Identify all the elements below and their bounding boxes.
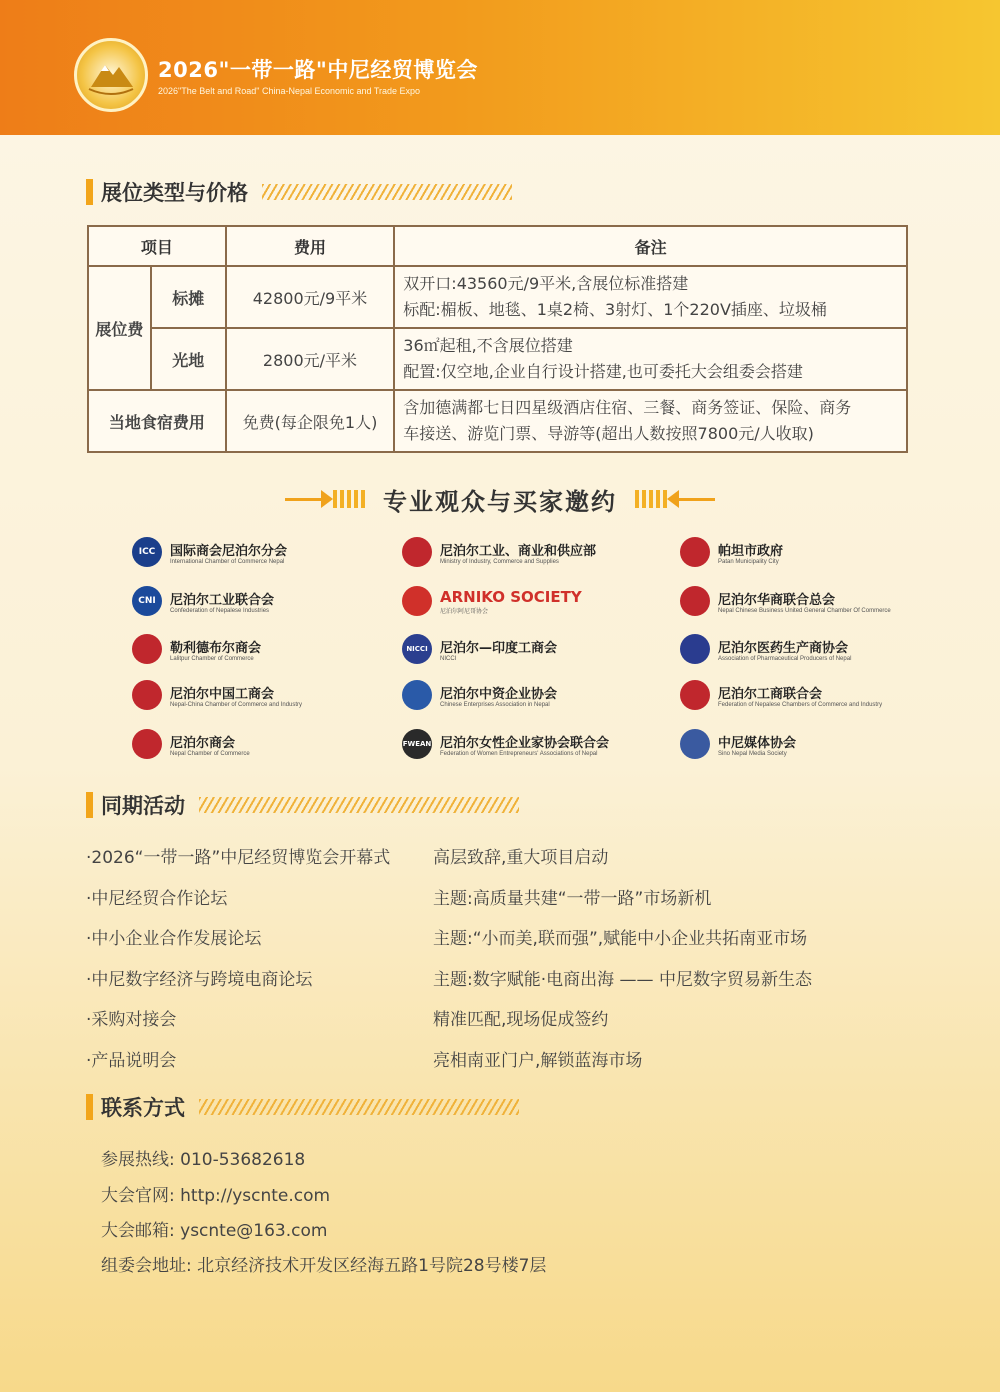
booth-fee: 42800元/9平米 [226, 266, 395, 328]
org-logo [132, 727, 250, 761]
booth-type: 光地 [151, 328, 226, 390]
org-subtitle: Patan Municipality City [718, 558, 779, 565]
section-hatch [199, 1099, 519, 1115]
org-name: 尼泊尔工商联合会 [718, 686, 823, 702]
org-logo [680, 584, 891, 618]
contact-address: 组委会地址: 北京经济技术开发区经海五路1号院28号楼7层 [101, 1256, 547, 1276]
right-decoration [635, 490, 715, 508]
org-subtitle: Nepal Chamber of Commerce [170, 750, 250, 757]
note-line: 标配:楣板、地毯、1桌2椅、3射灯、1个220V插座、垃圾桶 [403, 300, 827, 319]
org-subtitle: Chinese Enterprises Association in Nepal [440, 701, 550, 708]
org-name: 尼泊尔—印度工商会 [440, 640, 558, 656]
table-row [88, 390, 907, 452]
org-name: ARNIKO SOCIETY [440, 587, 582, 606]
org-subtitle: Nepal-China Chamber of Commerce and Industry [170, 701, 303, 708]
org-text [440, 540, 596, 565]
section-bar [86, 1094, 93, 1120]
section-title: 专业观众与买家邀约 [383, 487, 617, 516]
activity-name: ·中尼经贸合作论坛 [86, 888, 228, 909]
activity-description: 精准匹配,现场促成签约 [433, 1010, 609, 1030]
section-title: 展位类型与价格 [101, 181, 248, 205]
activity-name: ·2026“一带一路”中尼经贸博览会开幕式 [86, 848, 391, 868]
header-fee: 费用 [226, 226, 395, 266]
section-hatch [199, 797, 519, 813]
org-name: 尼泊尔工业、商业和供应部 [440, 543, 597, 559]
org-name: 尼泊尔中国工商会 [170, 686, 275, 702]
org-emblem-icon [402, 680, 432, 710]
activity-description: 高层致辞,重大项目启动 [433, 848, 609, 868]
org-subtitle: Sino Nepal Media Society [718, 750, 787, 757]
org-text [170, 637, 261, 662]
org-subtitle: 尼泊尔阿尼哥协会 [440, 608, 489, 615]
org-subtitle: Federation of Women Entrepreneurs' Associations of Nepal [440, 750, 598, 757]
section-audience-heading [0, 482, 1000, 516]
org-emblem-icon: ICC [132, 537, 162, 567]
org-logo [402, 584, 582, 618]
org-name: 中尼媒体协会 [718, 735, 797, 751]
org-emblem-icon [402, 537, 432, 567]
table-row [88, 328, 907, 390]
org-text [440, 588, 582, 615]
activity-description: 主题:数字赋能·电商出海 —— 中尼数字贸易新生态 [433, 969, 812, 990]
org-logo [132, 535, 287, 569]
section-title: 同期活动 [101, 794, 185, 818]
org-subtitle: International Chamber of Commerce Nepal [170, 558, 285, 565]
org-emblem-icon [680, 586, 710, 616]
org-text [718, 683, 882, 708]
lodging-fee: 免费(每企限免1人) [226, 390, 395, 452]
lodging-notes [394, 390, 907, 452]
org-text [718, 589, 891, 614]
org-logo [402, 727, 609, 761]
activity-name: ·采购对接会 [86, 1010, 177, 1030]
expo-logo [74, 38, 148, 112]
org-subtitle: Association of Pharmaceutical Producers of Nepal [718, 655, 852, 662]
org-logo [680, 678, 882, 712]
contact-hotline: 参展热线: 010-53682618 [101, 1150, 306, 1170]
org-logo [402, 678, 557, 712]
activity-description: 主题:高质量共建“一带一路”市场新机 [433, 888, 712, 909]
note-line: 车接送、游览门票、导游等(超出人数按照7800元/人收取) [403, 424, 814, 443]
activity-name: ·中小企业合作发展论坛 [86, 929, 262, 949]
org-text [440, 637, 557, 662]
org-emblem-icon [680, 729, 710, 759]
section-hatch [262, 184, 512, 200]
section-activities-heading [86, 790, 519, 820]
expo-title: 2026"一带一路"中尼经贸博览会 [158, 58, 478, 82]
org-logo [132, 584, 274, 618]
org-logo [680, 727, 796, 761]
org-subtitle: Federation of Nepalese Chambers of Commerce and Industry [718, 701, 883, 708]
org-emblem-icon [680, 680, 710, 710]
expo-subtitle: 2026"The Belt and Road" China-Nepal Economic and Trade Expo [158, 86, 421, 96]
org-subtitle: NICCI [440, 655, 457, 662]
booth-notes [394, 266, 907, 328]
org-name: 勒利德布尔商会 [170, 640, 262, 656]
org-name: 尼泊尔商会 [170, 735, 236, 751]
org-emblem-icon: CNI [132, 586, 162, 616]
org-name: 尼泊尔华商联合总会 [718, 592, 836, 608]
org-emblem-icon [132, 729, 162, 759]
activity-description: 亮相南亚门户,解锁蓝海市场 [433, 1050, 643, 1071]
contact-website[interactable]: 大会官网: http://yscnte.com [101, 1186, 331, 1206]
note-line: 36㎡起租,不含展位搭建 [403, 336, 573, 355]
table-header-row [88, 226, 907, 266]
section-bar [86, 792, 93, 818]
org-logo [680, 535, 783, 569]
org-text [718, 637, 851, 662]
org-text [170, 540, 287, 565]
org-logo [132, 632, 261, 666]
note-line: 配置:仅空地,企业自行设计搭建,也可委托大会组委会搭建 [403, 362, 803, 381]
activity-name: ·中尼数字经济与跨境电商论坛 [86, 969, 313, 990]
org-text [718, 732, 796, 757]
activity-description: 主题:“小而美,联而强”,赋能中小企业共拓南亚市场 [433, 929, 808, 949]
org-logo [402, 535, 596, 569]
section-contact-heading [86, 1092, 519, 1122]
mountain-logo-icon [77, 41, 145, 109]
org-emblem-icon [680, 634, 710, 664]
contact-email[interactable]: 大会邮箱: yscnte@163.com [101, 1221, 328, 1241]
org-text [440, 732, 609, 757]
booth-fee: 2800元/平米 [226, 328, 395, 390]
org-emblem-icon: NICCI [402, 634, 432, 664]
org-subtitle: Ministry of Industry, Commerce and Supplies [440, 558, 559, 565]
note-line: 含加德满都七日四星级酒店住宿、三餐、商务签证、保险、商务 [403, 398, 852, 417]
org-name: 帕坦市政府 [718, 543, 784, 559]
org-name: 尼泊尔工业联合会 [170, 592, 275, 608]
header-banner [0, 0, 1000, 135]
org-text [718, 540, 783, 565]
lodging-label: 当地食宿费用 [88, 390, 226, 452]
note-line: 双开口:43560元/9平米,含展位标准搭建 [403, 274, 689, 293]
org-logo [132, 678, 302, 712]
org-emblem-icon [402, 586, 432, 616]
org-emblem-icon: FWEAN [402, 729, 432, 759]
activity-name: ·产品说明会 [86, 1050, 177, 1071]
org-subtitle: Lalitpur Chamber of Commerce [170, 655, 254, 662]
price-table [87, 225, 908, 453]
org-text [170, 589, 274, 614]
org-name: 尼泊尔女性企业家协会联合会 [440, 735, 610, 751]
org-emblem-icon [132, 634, 162, 664]
booth-fee-label: 展位费 [88, 266, 151, 390]
org-name: 尼泊尔医药生产商协会 [718, 640, 849, 656]
org-name: 尼泊尔中资企业协会 [440, 686, 558, 702]
org-logo [402, 632, 557, 666]
booth-notes [394, 328, 907, 390]
org-logo [680, 632, 851, 666]
left-decoration [285, 490, 365, 508]
section-booth-heading [86, 177, 512, 207]
org-name: 国际商会尼泊尔分会 [170, 543, 288, 559]
org-subtitle: Nepal Chinese Business United General Chamber Of Commerce [718, 607, 891, 614]
header-notes: 备注 [394, 226, 907, 266]
section-bar [86, 179, 93, 205]
booth-type: 标摊 [151, 266, 226, 328]
org-subtitle: Confederation of Nepalese Industries [170, 607, 270, 614]
org-text [170, 683, 302, 708]
org-text [170, 732, 250, 757]
header-item: 项目 [88, 226, 226, 266]
org-emblem-icon [680, 537, 710, 567]
org-text [440, 683, 557, 708]
org-emblem-icon [132, 680, 162, 710]
table-row [88, 266, 907, 328]
section-title: 联系方式 [101, 1096, 185, 1120]
